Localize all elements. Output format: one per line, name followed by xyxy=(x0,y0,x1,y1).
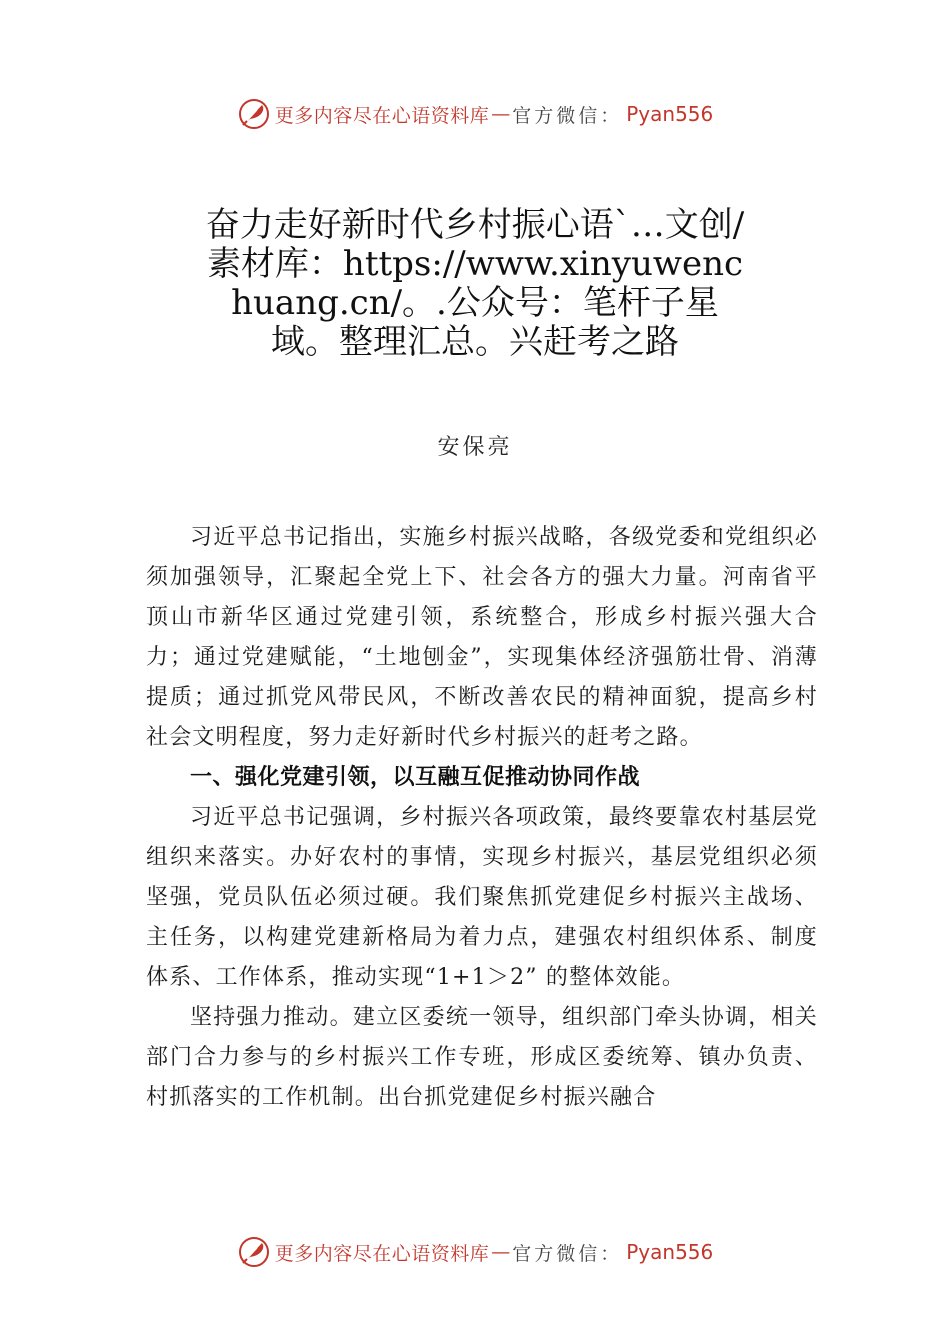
author-name: 安保亮 xyxy=(437,435,513,460)
intro-paragraph: 习近平总书记指出，实施乡村振兴战略，各级党委和党组织必须加强领导，汇聚起全党上下、社会各方的强大力量。河南省平顶山市新华区通过党建引领，系统整合，形成乡村振兴强大合力；通过党建赋能，“土地刨金”，实现集体经济强筋壮骨、消薄提质；通过抓党风带民风，不断改善农民的精神面貌，提高乡村社会文明程度，努力走好新时代乡村振兴的赶考之路。 xyxy=(146,525,818,750)
body-paragraph: 习近平总书记强调，乡村振兴各项政策，最终要靠农村基层党组织来落实。办好农村的事情，实现乡村振兴，基层党组织必须坚强，党员队伍必须过硬。我们聚焦抓党建促乡村振兴主战场、主任务，以构建党建新格局为着力点，建强农村组织体系、制度体系、工作体系，推动实现“1+1＞2” 的整体效能。 xyxy=(146,805,818,990)
document-title: 奋力走好新时代乡村振心语`…文创/素材库：https://www.xinyuwenchuang.cn/。.公众号：笔杆子星域。整理汇总。兴赶考之路 xyxy=(205,205,745,362)
promo-text: 更多内容尽在心语资料库 xyxy=(274,104,490,127)
footer-banner xyxy=(0,1232,950,1272)
feather-pen-logo-icon xyxy=(237,97,271,131)
wechat-label: 官方微信： xyxy=(512,1242,623,1265)
promo-text: 更多内容尽在心语资料库 xyxy=(274,1242,490,1265)
body-paragraph: 坚持强力推动。建立区委统一领导，组织部门牵头协调，相关部门合力参与的乡村振兴工作专班，形成区委统筹、镇办负责、村抓落实的工作机制。出台抓党建促乡村振兴融合 xyxy=(146,1005,818,1110)
wechat-id: Pyan556 xyxy=(626,102,714,126)
wechat-id: Pyan556 xyxy=(626,1240,714,1264)
feather-pen-logo-icon xyxy=(237,1235,271,1269)
header-banner xyxy=(0,94,950,134)
wechat-label: 官方微信： xyxy=(512,104,623,127)
document-body xyxy=(146,518,818,1118)
section-heading: 一、强化党建引领，以互融互促推动协同作战 xyxy=(190,765,641,790)
banner-separator: — xyxy=(491,103,511,125)
banner-separator: — xyxy=(491,1241,511,1263)
